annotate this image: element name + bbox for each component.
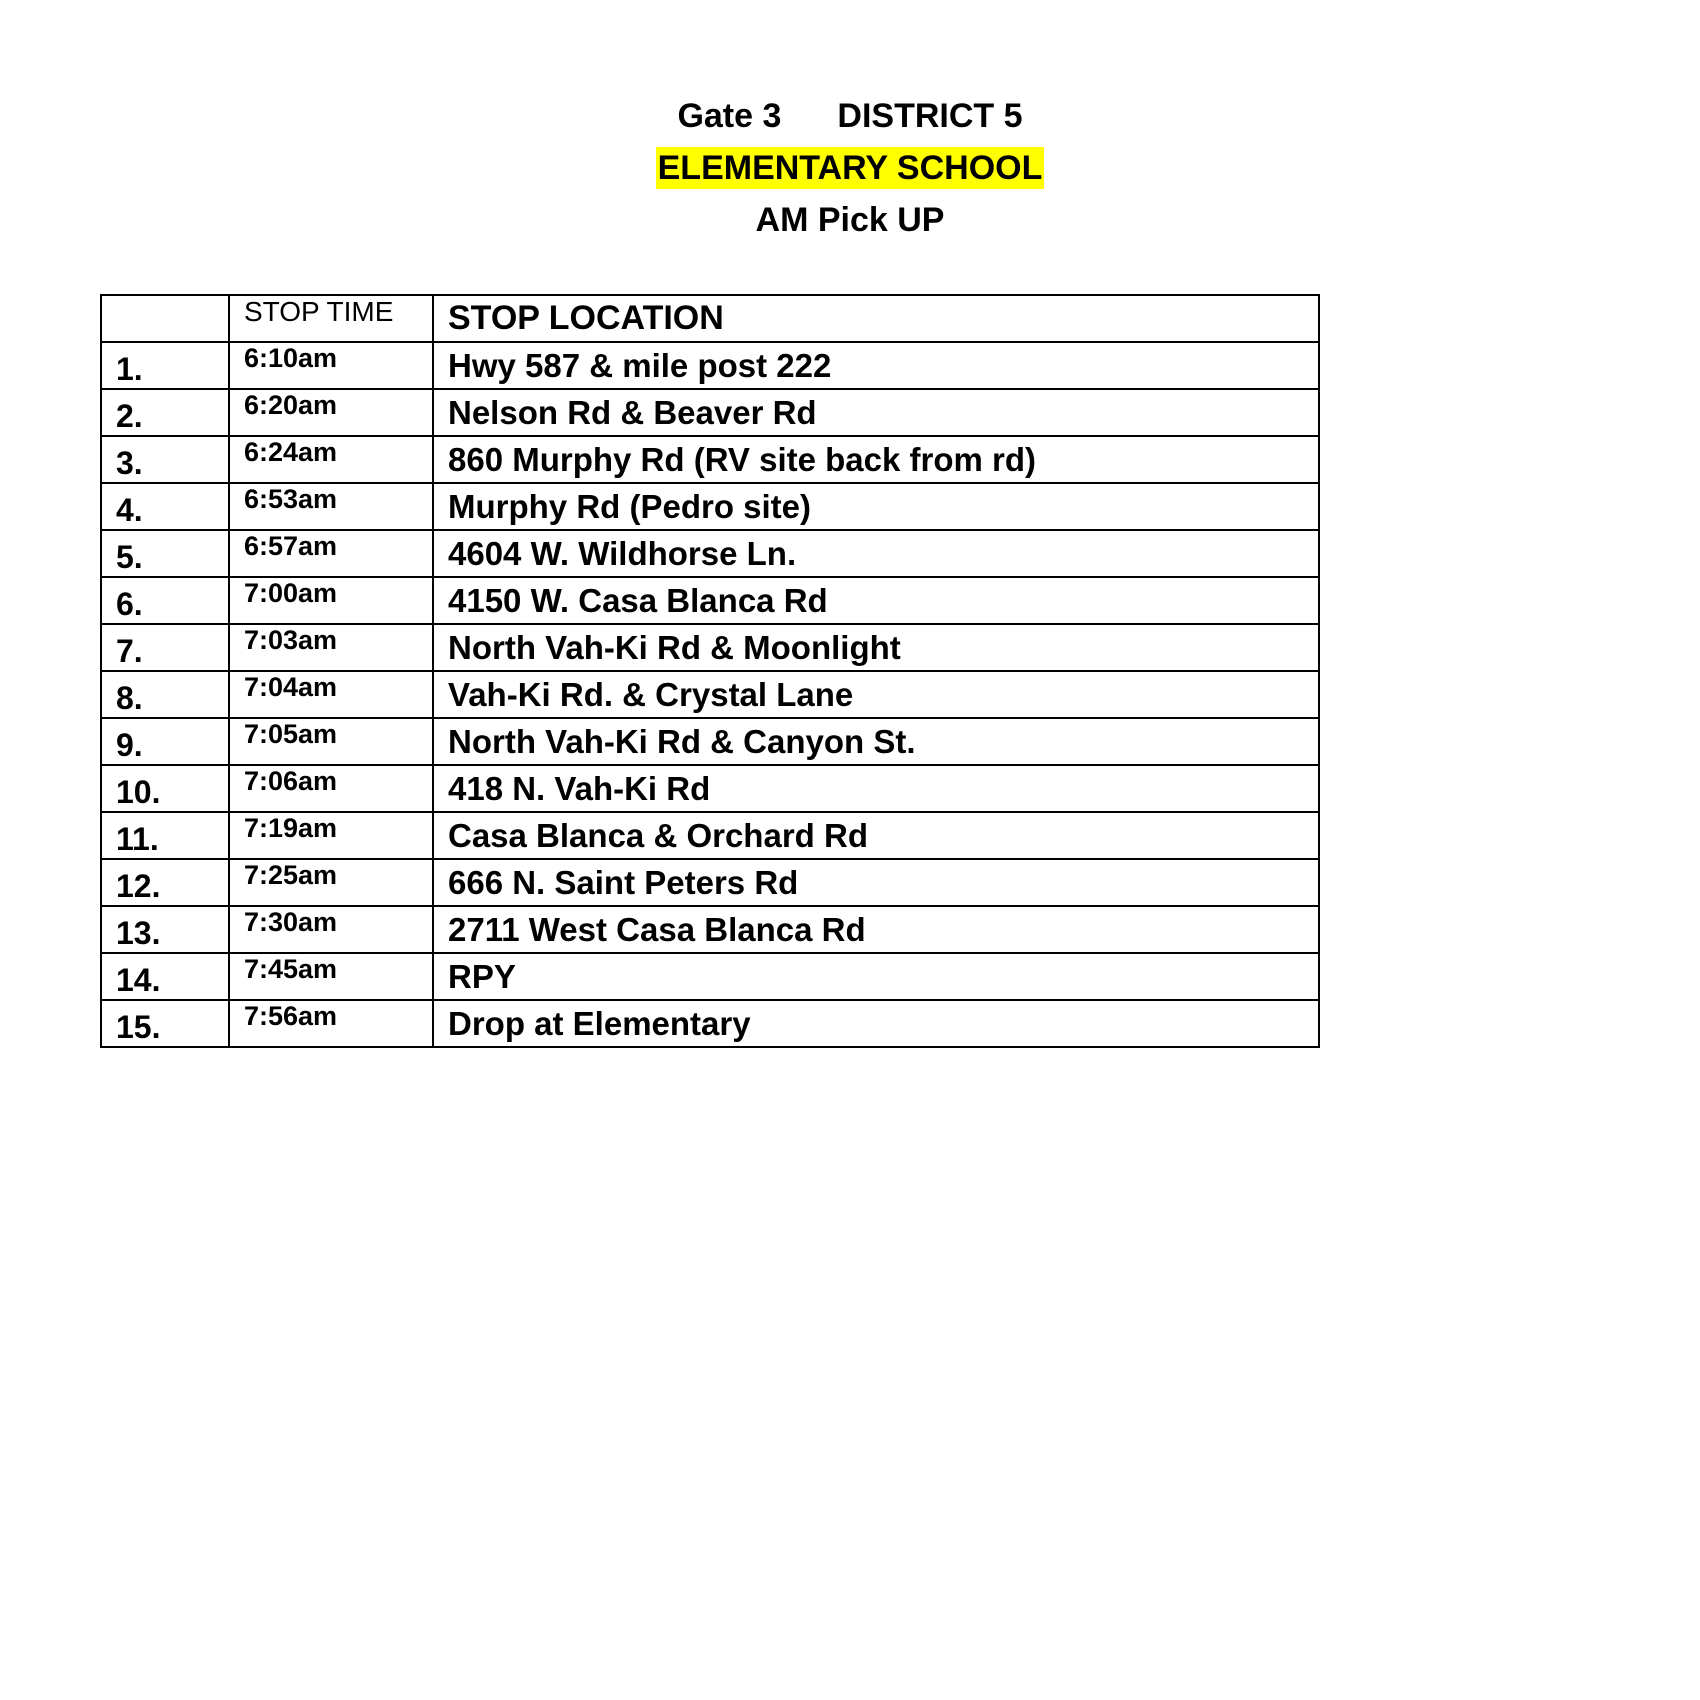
stop-time: 6:24am [229,436,433,483]
table-row [101,953,1319,1000]
table-row [101,436,1319,483]
stop-location: Drop at Elementary [433,1000,1319,1047]
stop-number: 8. [101,671,229,718]
stop-number: 4. [101,483,229,530]
school-title: ELEMENTARY SCHOOL [657,149,1043,187]
table-row [101,389,1319,436]
stop-time: 7:06am [229,765,433,812]
stop-location: Murphy Rd (Pedro site) [433,483,1319,530]
stop-location: 4150 W. Casa Blanca Rd [433,577,1319,624]
table-row [101,765,1319,812]
stop-location: Hwy 587 & mile post 222 [433,342,1319,389]
stop-number: 13. [101,906,229,953]
stop-time: 7:03am [229,624,433,671]
stop-location: Casa Blanca & Orchard Rd [433,812,1319,859]
stop-time: 6:10am [229,342,433,389]
stop-time: 7:00am [229,577,433,624]
table-header-row [101,295,1319,342]
school-line [0,142,1700,194]
district-label: DISTRICT 5 [837,97,1023,135]
stop-number: 2. [101,389,229,436]
stop-time: 7:30am [229,906,433,953]
stop-time: 6:57am [229,530,433,577]
stop-number: 10. [101,765,229,812]
table-row [101,859,1319,906]
stop-time: 6:20am [229,389,433,436]
stop-time: 7:05am [229,718,433,765]
bus-stop-table [100,294,1320,1048]
table-row [101,624,1319,671]
stop-location: 666 N. Saint Peters Rd [433,859,1319,906]
table-row [101,671,1319,718]
stop-time: 7:45am [229,953,433,1000]
table-row [101,1000,1319,1047]
table-row [101,718,1319,765]
gate-label: Gate 3 [677,97,782,135]
stop-time: 7:04am [229,671,433,718]
stop-location: 4604 W. Wildhorse Ln. [433,530,1319,577]
stop-number: 12. [101,859,229,906]
stop-number: 3. [101,436,229,483]
stop-location: Vah-Ki Rd. & Crystal Lane [433,671,1319,718]
table-row [101,342,1319,389]
table-row [101,577,1319,624]
table-row [101,906,1319,953]
stop-location: 2711 West Casa Blanca Rd [433,906,1319,953]
stop-number: 5. [101,530,229,577]
gate-district-line [0,90,1700,142]
table-row [101,483,1319,530]
stop-number: 6. [101,577,229,624]
bus-stop-table-body [101,295,1319,1047]
document-header [0,90,1700,246]
stop-number: 15. [101,1000,229,1047]
table-row [101,530,1319,577]
stop-time: 7:25am [229,859,433,906]
header-stop-time: STOP TIME [229,295,433,342]
stop-number: 1. [101,342,229,389]
table-row [101,812,1319,859]
subtitle: AM Pick UP [755,201,945,239]
stop-number: 9. [101,718,229,765]
stop-location: North Vah-Ki Rd & Canyon St. [433,718,1319,765]
stop-location: 418 N. Vah-Ki Rd [433,765,1319,812]
header-stop-location: STOP LOCATION [433,295,1319,342]
stop-time: 6:53am [229,483,433,530]
stop-location: North Vah-Ki Rd & Moonlight [433,624,1319,671]
header-number-cell [101,295,229,342]
stop-number: 14. [101,953,229,1000]
stop-location: RPY [433,953,1319,1000]
stop-number: 7. [101,624,229,671]
stop-location: 860 Murphy Rd (RV site back from rd) [433,436,1319,483]
stop-number: 11. [101,812,229,859]
stop-time: 7:56am [229,1000,433,1047]
stop-location: Nelson Rd & Beaver Rd [433,389,1319,436]
stop-time: 7:19am [229,812,433,859]
